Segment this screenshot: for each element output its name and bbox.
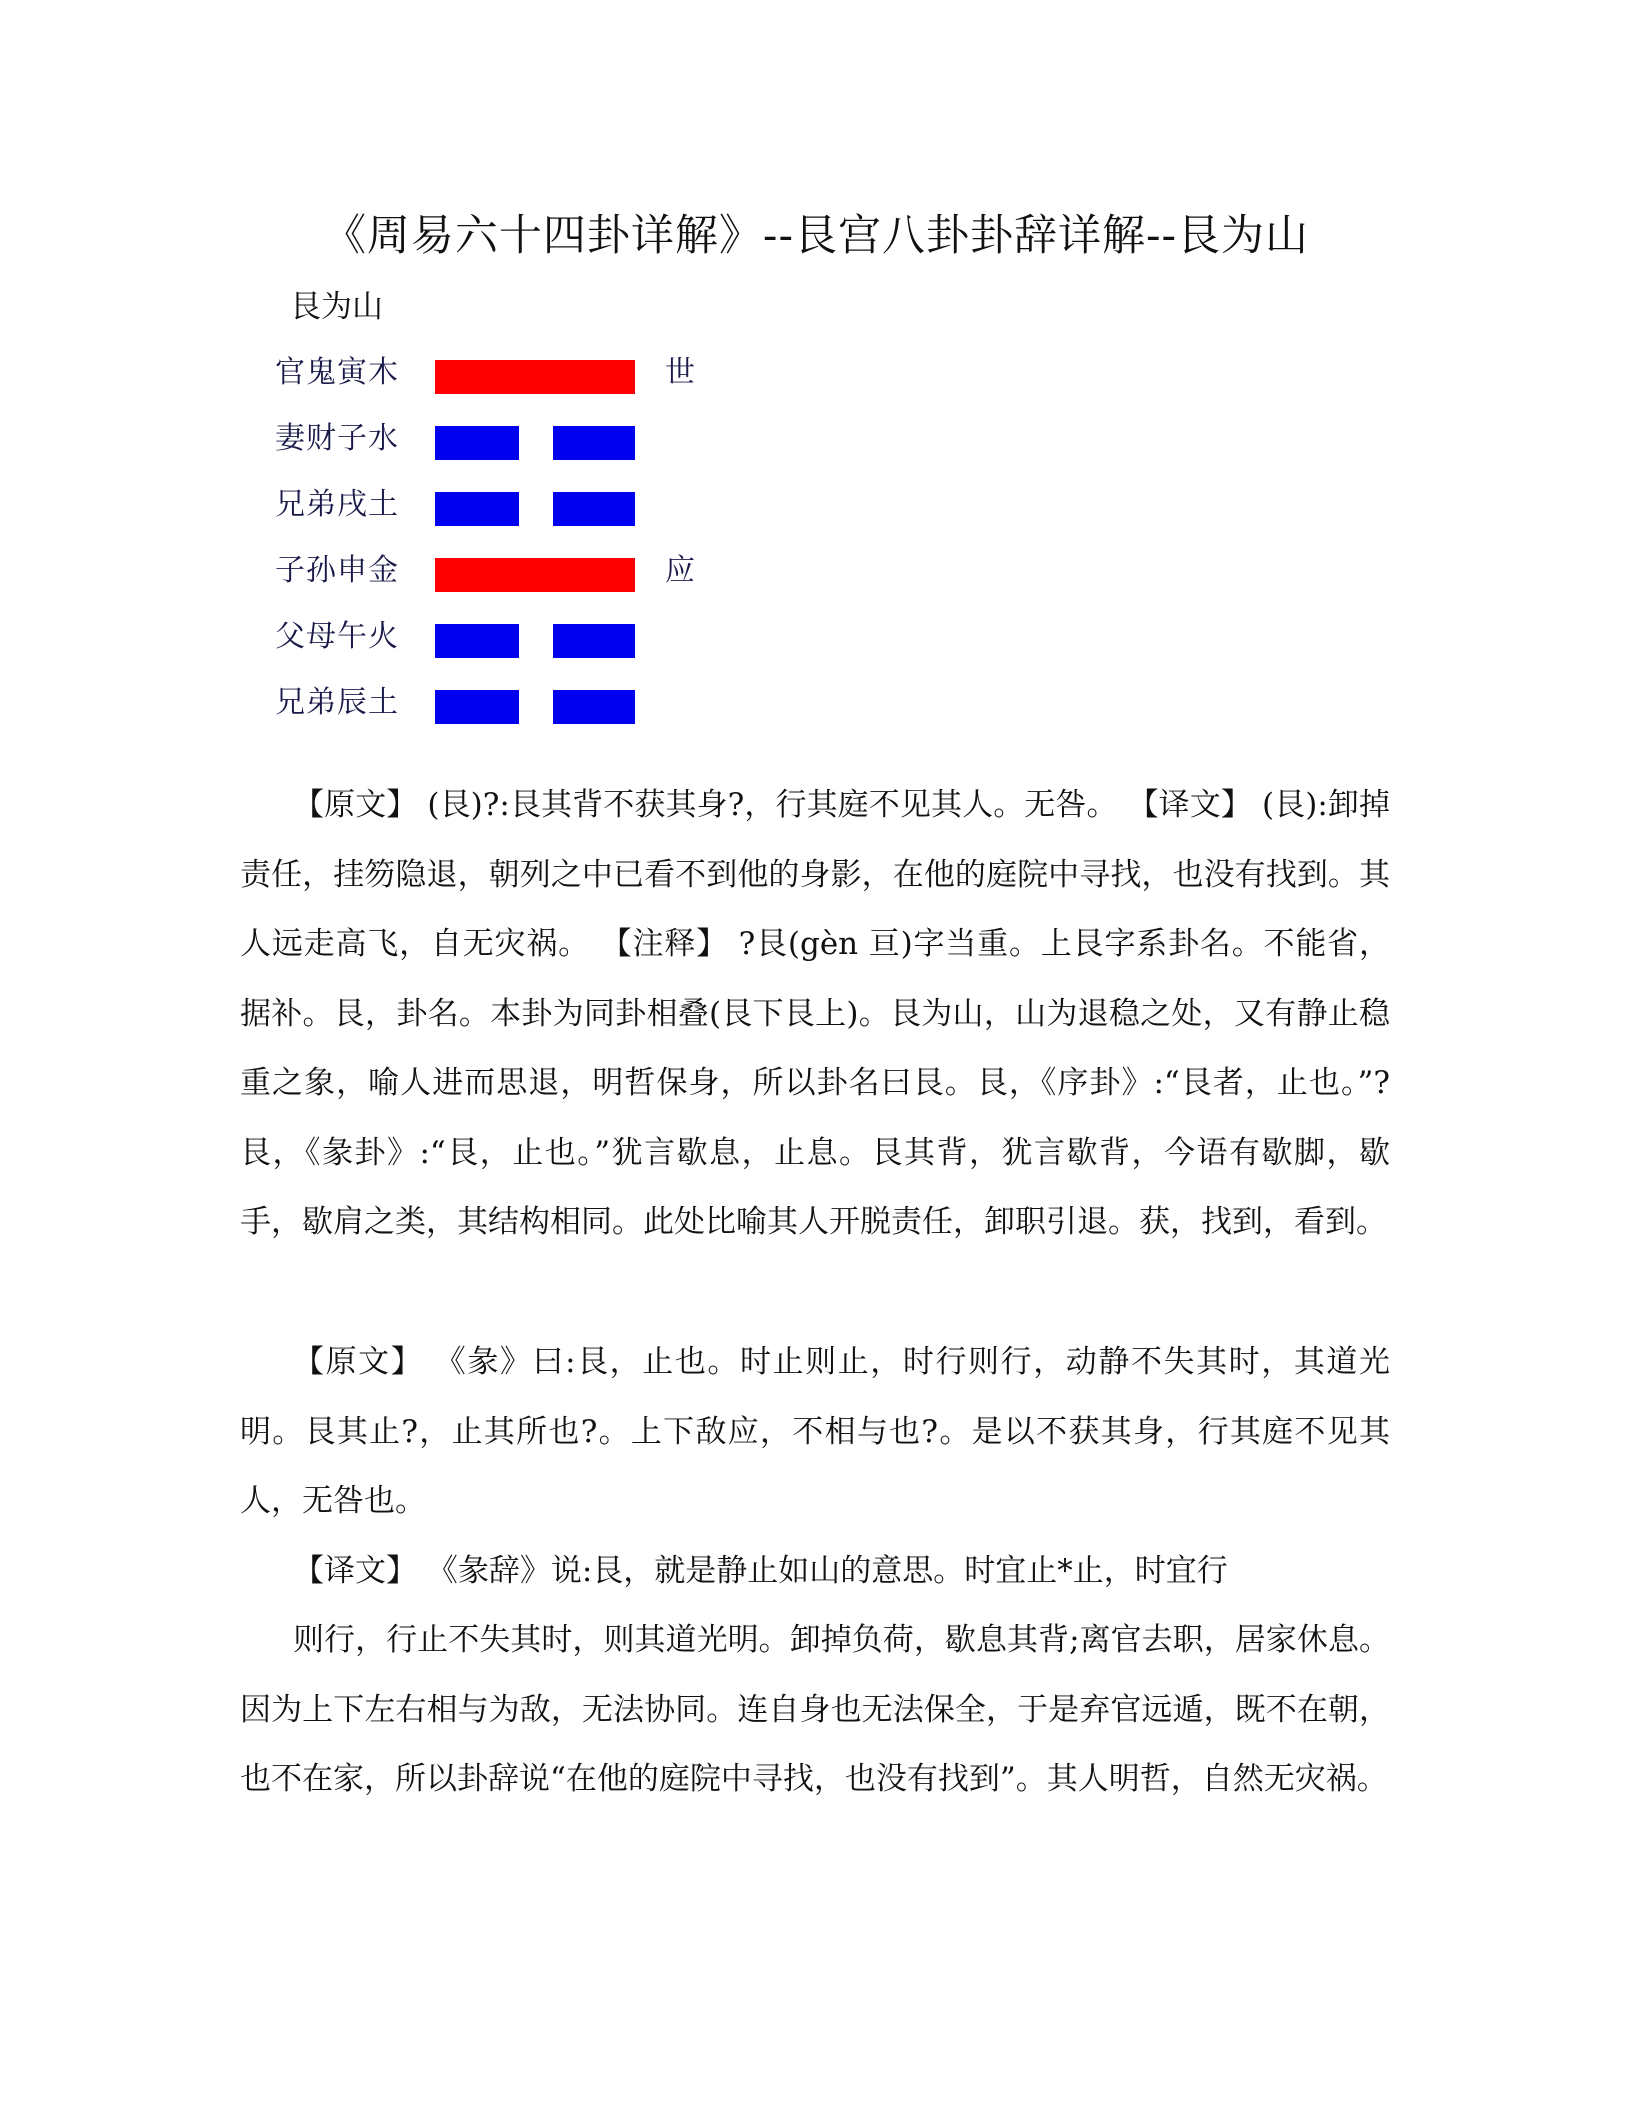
page-title: 《周易六十四卦详解》--艮宫八卦卦辞详解--艮为山 (322, 211, 1310, 261)
yin-line-right-bar (553, 690, 635, 724)
yin-line-right-bar (553, 492, 635, 526)
hexagram-line-4 (265, 472, 715, 538)
ying-marker: 应 (665, 553, 695, 588)
yin-line-left-bar (435, 492, 519, 526)
yin-line-left-bar (435, 690, 519, 724)
yang-line-bar (435, 558, 635, 592)
hexagram-diagram (265, 340, 715, 740)
hexagram-line-2 (265, 604, 715, 670)
hexagram-line-6 (265, 340, 715, 406)
yin-line-left-bar (435, 426, 519, 460)
line-label: 官鬼寅木 (275, 355, 399, 390)
line-label: 妻财子水 (275, 421, 399, 456)
yang-line-bar (435, 360, 635, 394)
paragraph-gua-ci: 【原文】 (艮)?:艮其背不获其身?，行其庭不见其人。无咎。 【译文】 (艮):卸掉责任，挂笏隐退，朝列之中已看不到他的身影，在他的庭院中寻找，也没有找到。其人远走高飞，自无灾祸。 【注释】 ?艮(gèn 亘)字当重。上艮字系卦名。不能省，据补。艮，卦名。本卦为同卦相叠(艮下艮上)。艮为山，山为退稳之处，又有静止稳重之象，喻人进而思退，明哲保身，所以卦名曰艮。艮，《序卦》:“艮者，止也。”?艮，《彖卦》:“艮，止也。”犹言歇息，止息。艮其背，犹言歇背，今语有歇脚，歇手，歇肩之类，其结构相同。此处比喻其人开脱责任，卸职引退。获，找到，看到。 (240, 787, 1390, 1240)
line-label: 子孙申金 (275, 553, 399, 588)
line-label: 兄弟戌土 (275, 487, 399, 522)
hexagram-line-1 (265, 670, 715, 736)
paragraph-tuan-translation: 【译文】 《彖辞》说:艮，就是静止如山的意思。时宜止*止，时宜行 (293, 1553, 1228, 1589)
hexagram-name: 艮为山 (290, 289, 383, 325)
yin-line-left-bar (435, 624, 519, 658)
yin-line-right-bar (553, 426, 635, 460)
paragraph-tuan-translation-cont: 则行，行止不失其时，则其道光明。卸掉负荷，歇息其背;离官去职，居家休息。因为上下左右相与为敌，无法协同。连自身也无法保全，于是弃官远遁，既不在朝，也不在家，所以卦辞说“在他的庭院中寻找，也没有找到”。其人明哲，自然无灾祸。 (240, 1622, 1390, 1797)
line-label: 父母午火 (275, 619, 399, 654)
hexagram-line-3 (265, 538, 715, 604)
shi-marker: 世 (665, 355, 695, 390)
paragraph-tuan-original: 【原文】 《彖》曰:艮，止也。时止则止，时行则行，动静不失其时，其道光明。艮其止?，止其所也?。上下敌应，不相与也?。是以不获其身，行其庭不见其人，无咎也。 (240, 1344, 1390, 1519)
line-label: 兄弟辰土 (275, 685, 399, 720)
hexagram-line-5 (265, 406, 715, 472)
yin-line-right-bar (553, 624, 635, 658)
